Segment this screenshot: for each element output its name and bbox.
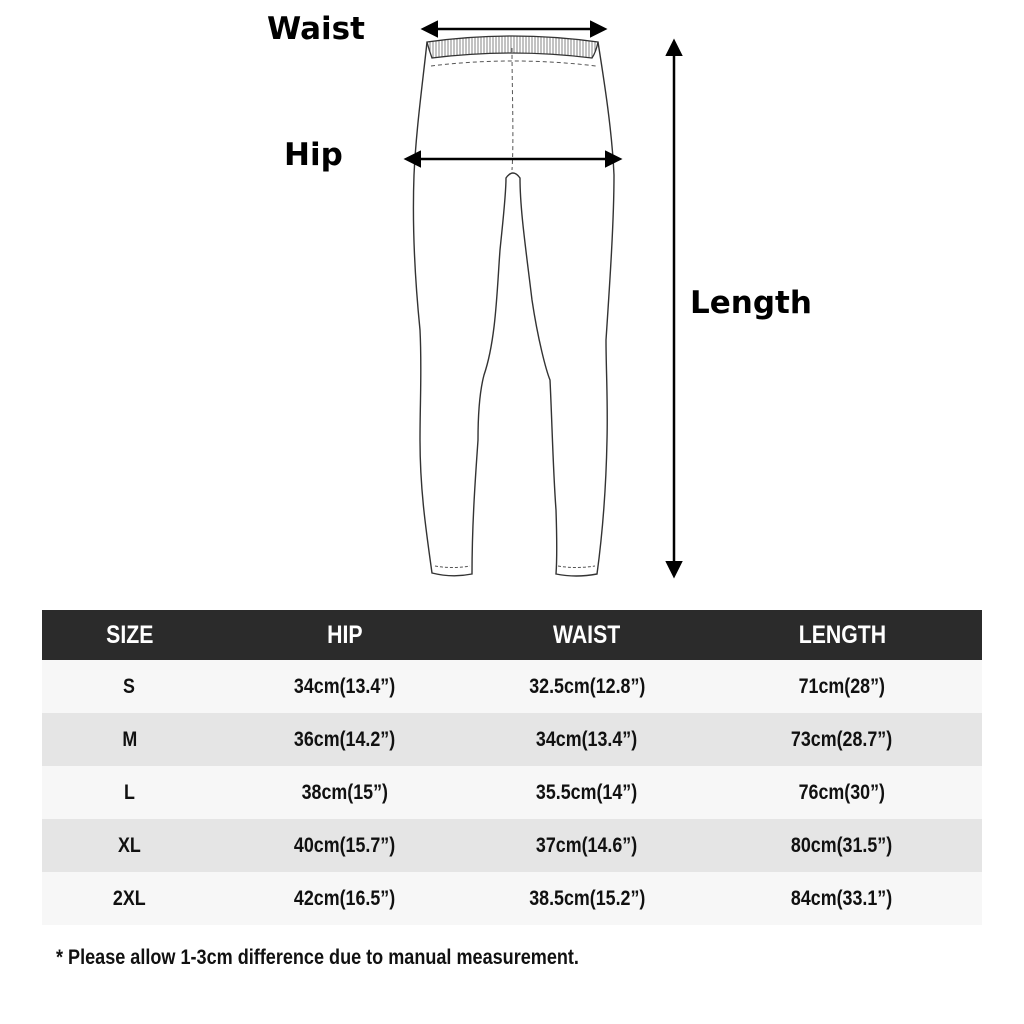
table-row bbox=[42, 660, 982, 713]
cell-size: 2XL bbox=[42, 872, 217, 925]
cell-waist: 32.5cm(12.8”) bbox=[472, 660, 702, 713]
cell-length: 71cm(28”) bbox=[702, 660, 982, 713]
hip-label: Hip bbox=[284, 137, 343, 173]
cell-length: 80cm(31.5”) bbox=[702, 819, 982, 872]
leggings-outline-icon bbox=[413, 36, 614, 576]
cell-hip: 40cm(15.7”) bbox=[217, 819, 472, 872]
header-length: LENGTH bbox=[702, 610, 982, 660]
waist-label: Waist bbox=[267, 11, 365, 47]
cell-length: 73cm(28.7”) bbox=[702, 713, 982, 766]
measurement-note: * Please allow 1-3cm difference due to manual measurement. bbox=[56, 946, 579, 969]
header-waist: WAIST bbox=[472, 610, 702, 660]
cell-size: XL bbox=[42, 819, 217, 872]
table-row bbox=[42, 766, 982, 819]
cell-waist: 38.5cm(15.2”) bbox=[472, 872, 702, 925]
header-hip: HIP bbox=[217, 610, 472, 660]
cell-length: 76cm(30”) bbox=[702, 766, 982, 819]
table-row bbox=[42, 819, 982, 872]
cell-waist: 34cm(13.4”) bbox=[472, 713, 702, 766]
cell-size: M bbox=[42, 713, 217, 766]
cell-hip: 36cm(14.2”) bbox=[217, 713, 472, 766]
table-row bbox=[42, 872, 982, 925]
cell-waist: 35.5cm(14”) bbox=[472, 766, 702, 819]
length-label: Length bbox=[690, 285, 812, 321]
header-size: SIZE bbox=[42, 610, 217, 660]
cell-waist: 37cm(14.6”) bbox=[472, 819, 702, 872]
table-row bbox=[42, 713, 982, 766]
cell-hip: 38cm(15”) bbox=[217, 766, 472, 819]
cell-hip: 42cm(16.5”) bbox=[217, 872, 472, 925]
size-chart-table bbox=[42, 610, 982, 925]
table-header-row bbox=[42, 610, 982, 660]
cell-size: L bbox=[42, 766, 217, 819]
cell-length: 84cm(33.1”) bbox=[702, 872, 982, 925]
cell-hip: 34cm(13.4”) bbox=[217, 660, 472, 713]
cell-size: S bbox=[42, 660, 217, 713]
